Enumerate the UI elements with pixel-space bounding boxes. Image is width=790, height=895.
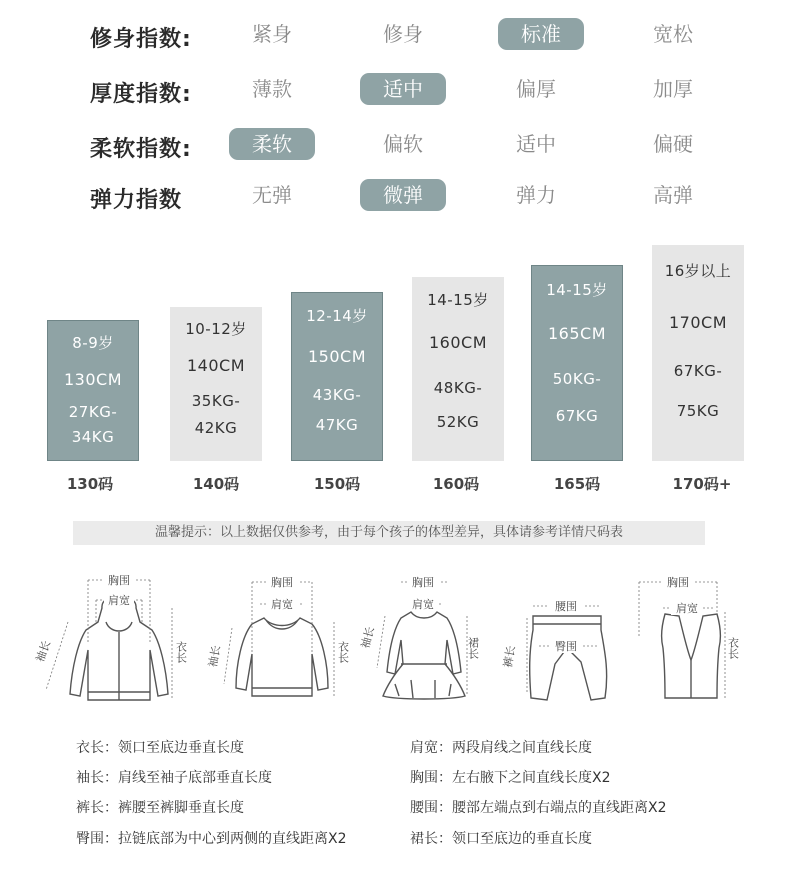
length-label: 衣长 <box>336 641 350 663</box>
size-weight-max: 75KG <box>676 402 720 420</box>
fit-option: 修身 <box>383 22 423 46</box>
elasticity-option-selected: 微弹 <box>360 179 446 211</box>
size-age: 14-15岁 <box>546 281 608 299</box>
size-weight-min: 67KG- <box>673 362 723 380</box>
softness-index-label: 柔软指数: <box>90 137 192 162</box>
sweater-diagram <box>206 572 352 716</box>
size-weight-max: 42KG <box>194 419 238 437</box>
size-age: 14-15岁 <box>427 291 489 309</box>
softness-option: 适中 <box>516 132 556 156</box>
definition-hip: 臀围：拉链底部为中心到两侧的直线距离X2 <box>76 831 347 847</box>
definition-chest: 胸围：左右腋下之间直线长度X2 <box>410 770 611 786</box>
size-card-170 <box>652 245 744 461</box>
size-height: 165CM <box>547 324 606 343</box>
fit-index-label: 修身指数: <box>90 27 192 52</box>
length-label: 衣长 <box>726 637 740 659</box>
size-notice: 温馨提示：以上数据仅供参考，由于每个孩子的体型差异，具体请参考详情尺码表 <box>73 521 705 545</box>
hoodie-diagram <box>33 572 195 716</box>
definition-pants: 裤长：裤腰至裤脚垂直长度 <box>76 800 244 816</box>
size-code-label: 170码+ <box>672 475 732 493</box>
shoulder-label: 肩宽 <box>676 602 698 615</box>
chest-label: 胸围 <box>271 576 293 589</box>
thickness-index-label: 厚度指数: <box>90 82 192 107</box>
size-card-130 <box>47 320 139 461</box>
skirt-length-label: 裙长 <box>466 637 480 659</box>
thickness-option: 偏厚 <box>516 77 556 101</box>
hoodie-icon <box>33 572 195 712</box>
size-height: 150CM <box>307 347 366 366</box>
size-weight-min: 50KG- <box>552 370 602 388</box>
fit-option-selected: 标准 <box>498 18 584 50</box>
size-code-label: 130码 <box>66 475 114 493</box>
pants-diagram <box>501 572 625 716</box>
shoulder-label: 肩宽 <box>271 598 293 611</box>
shoulder-label: 肩宽 <box>412 598 434 611</box>
size-card-165 <box>531 265 623 461</box>
pants-length-label: 裤长 <box>501 644 518 669</box>
elasticity-option: 高弹 <box>653 183 693 207</box>
softness-index-row <box>0 128 790 168</box>
size-code-label: 165码 <box>553 475 601 493</box>
definition-waist: 腰围：腰部左端点到右端点的直线距离X2 <box>410 800 667 816</box>
dress-icon <box>358 572 485 712</box>
chest-label: 胸围 <box>412 576 434 589</box>
size-weight-max: 52KG <box>436 413 480 431</box>
definition-skirt: 裙长：领口至底边的垂直长度 <box>410 831 592 847</box>
fit-option: 紧身 <box>252 22 292 46</box>
elasticity-option: 弹力 <box>516 183 556 207</box>
size-height: 170CM <box>668 313 727 332</box>
size-weight-max: 34KG <box>71 428 115 446</box>
softness-option: 偏软 <box>383 132 423 156</box>
elasticity-index-label: 弹力指数 <box>90 188 183 213</box>
size-age: 12-14岁 <box>306 307 368 325</box>
softness-option: 偏硬 <box>653 132 693 156</box>
size-weight-max: 67KG <box>555 407 599 425</box>
size-height: 160CM <box>428 333 487 352</box>
size-weight-min: 35KG- <box>191 392 241 410</box>
thickness-option-selected: 适中 <box>360 73 446 105</box>
thickness-option: 薄款 <box>252 77 292 101</box>
elasticity-index-row <box>0 179 790 219</box>
definition-shoulder: 肩宽：两段肩线之间直线长度 <box>410 740 592 756</box>
waist-label: 腰围 <box>555 600 577 613</box>
size-weight-min: 43KG- <box>312 386 362 404</box>
size-card-140 <box>170 307 262 461</box>
size-code-label: 140码 <box>192 475 240 493</box>
size-card-160 <box>412 277 504 461</box>
definition-length: 衣长：领口至底边垂直长度 <box>76 740 244 756</box>
pants-icon <box>501 572 625 712</box>
sweater-icon <box>206 572 352 712</box>
size-height: 130CM <box>63 370 122 389</box>
vest-diagram <box>625 572 755 716</box>
size-age: 16岁以上 <box>664 262 732 280</box>
size-age: 10-12岁 <box>185 320 247 338</box>
definition-sleeve: 袖长：肩线至袖子底部垂直长度 <box>76 770 272 786</box>
thickness-index-row <box>0 73 790 113</box>
thickness-option: 加厚 <box>653 77 693 101</box>
fit-index-row <box>0 18 790 58</box>
size-weight-min: 48KG- <box>433 379 483 397</box>
chest-label: 胸围 <box>108 574 130 587</box>
hip-label: 臀围 <box>555 640 577 653</box>
fit-option: 宽松 <box>653 22 693 46</box>
elasticity-option: 无弹 <box>252 183 292 207</box>
size-weight-max: 47KG <box>315 416 359 434</box>
chest-label: 胸围 <box>667 576 689 589</box>
size-card-150 <box>291 292 383 461</box>
size-code-label: 150码 <box>313 475 361 493</box>
length-label: 衣长 <box>174 641 188 663</box>
softness-option-selected: 柔软 <box>229 128 315 160</box>
dress-diagram <box>358 572 485 716</box>
sleeve-label: 袖长 <box>33 638 54 664</box>
shoulder-label: 肩宽 <box>108 594 130 607</box>
size-height: 140CM <box>186 356 245 375</box>
size-age: 8-9岁 <box>72 334 114 352</box>
sleeve-label: 袖长 <box>206 644 223 669</box>
sleeve-label: 袖长 <box>358 625 377 650</box>
size-weight-min: 27KG- <box>68 403 118 421</box>
size-code-label: 160码 <box>432 475 480 493</box>
vest-icon <box>625 572 755 712</box>
